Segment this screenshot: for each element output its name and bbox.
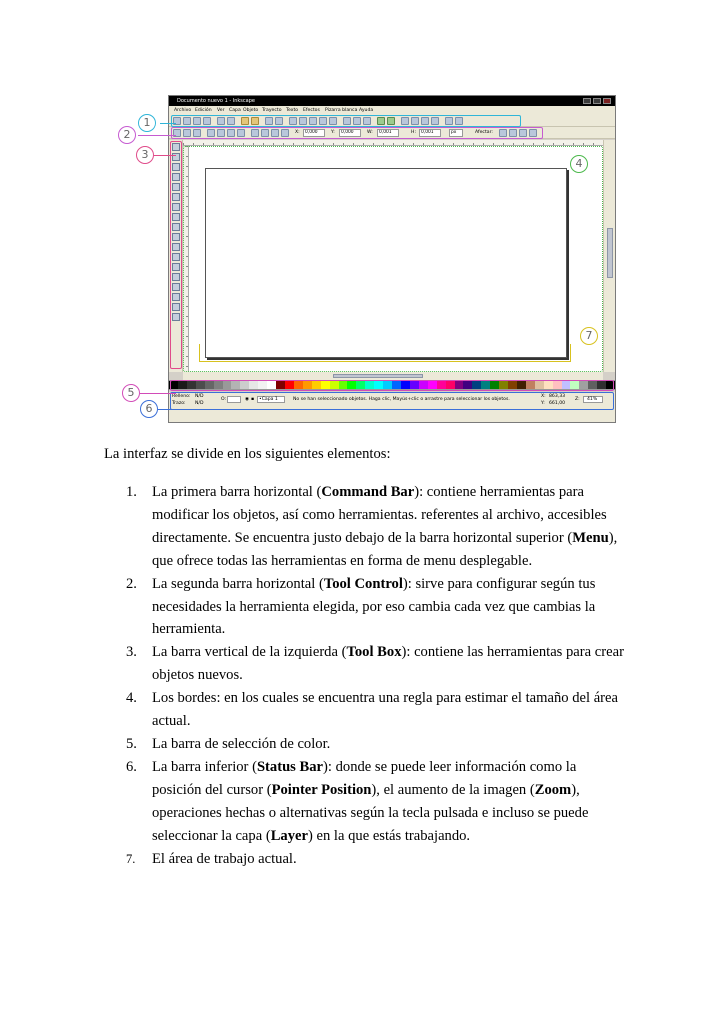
bold-term: Menu [572,529,609,546]
text-run: ): sirve para configurar según tus [402,575,596,592]
text-run: modificar los objetos, así como herramientas. referentes al archivo, accesibles [152,506,607,523]
list-item-number: 7. [126,851,136,866]
menu-bar [169,106,615,115]
text-run: Los bordes: en los cuales se encuentra una regla para estimar el tamaño del área [152,690,618,707]
text-run: operaciones hechas o alternativas según la tecla pulsada e incluso se puede [152,804,589,821]
window-title: Documento nuevo 1 - Inkscape [177,98,255,104]
list-item [126,573,626,642]
eye-icon[interactable]: ◉ [245,397,250,402]
menu-item: Capa [229,108,241,113]
callout-1: 1 [138,114,156,132]
text-run: ), [571,781,580,798]
text-run: ): donde se puede leer información como la [323,758,577,775]
list-item [126,756,626,848]
list-item-line [152,664,626,687]
command-bar-highlight [171,115,521,127]
callout-7: 7 [580,327,598,345]
text-run: directamente. Se encuentra justo debajo de la barra horizontal superior ( [152,529,573,546]
callout-6-leader [158,409,176,410]
list-item-line [152,733,626,756]
callout-6: 6 [140,400,158,418]
x-label: X: [295,130,300,135]
borders-highlight [183,146,603,372]
callout-5-leader [140,393,176,394]
menu-item: Objeto [243,108,259,113]
text-run: La barra inferior ( [152,758,257,775]
maximize-icon [593,98,601,104]
w-label: W: [367,130,373,135]
text-run: ): contiene herramientas para [414,484,584,500]
bold-term: Layer [270,827,308,844]
tool-box-highlight [170,141,182,369]
menu-item: Ver [217,108,225,113]
scroll-thumb[interactable] [333,374,423,378]
fill-value: N/D [195,394,204,399]
scroll-thumb[interactable] [607,228,613,278]
h-input[interactable]: 0,001 [419,129,441,137]
text-run: La barra vertical de la izquierda ( [152,644,347,661]
callout-5: 5 [122,384,140,402]
list-item-line [152,710,626,733]
bold-term: Command Bar [321,484,415,500]
w-input[interactable]: 0,001 [377,129,399,137]
status-message: No se han seleccionado objetos. Haga clic, Mayús+clic o arrastre para seleccionar los objetos. [293,397,510,402]
list-item [126,733,626,756]
callout-2-leader [138,135,176,136]
cursor-y-label: Y: [541,401,545,406]
text-run: ), el aumento de la imagen ( [371,781,535,798]
text-run: ) en la que estás trabajando. [308,827,471,844]
bold-term: Tool Box [346,644,402,661]
list-item-line [152,641,626,664]
list-item [126,481,626,573]
cursor-x-label: X: [541,394,546,399]
text-run: actual. [152,713,191,730]
menu-item: Efectos [303,108,320,113]
cursor-x-value: 863,33 [549,394,566,399]
lock-icon[interactable]: ▪ [251,397,255,402]
list-item-number: 2. [126,575,137,592]
horizontal-scrollbar[interactable] [183,372,603,380]
inkscape-interface-figure [108,95,620,425]
list-item-line [152,779,626,802]
text-run: ): contiene las herramientas para crear [401,644,624,661]
h-label: H: [411,130,417,135]
affect-label: Afectar: [475,130,493,135]
text-run: herramienta. [152,621,226,638]
zoom-label: Z: [575,397,580,402]
text-run: objetos nuevos. [152,667,243,684]
menu-item: Edición [195,108,212,113]
list-item-line [152,848,626,871]
callout-4: 4 [570,155,588,173]
close-icon [603,98,611,104]
list-item-number: 6. [126,758,137,775]
window-titlebar [169,96,615,106]
intro-paragraph: La interfaz se divide en los siguientes elementos: [104,446,391,462]
stroke-label: Trazo: [172,401,186,406]
text-run: La barra de selección de color. [152,735,331,752]
list-item-line [152,596,626,619]
callout-1-leader [160,123,176,124]
work-area-highlight [199,344,571,362]
list-item-line [152,573,626,596]
list-item-line [152,618,626,641]
list-item-line [152,802,626,825]
list-item [126,687,626,733]
list-item [126,641,626,687]
text-run: necesidades la herramienta elegida, por eso cambia cada vez que cambias la [152,598,596,615]
zoom-value: 41% [587,397,598,402]
inkscape-screenshot [168,95,616,423]
interface-elements-list [126,481,626,870]
tool-control-highlight [171,127,543,139]
menu-item: Ayuda [359,108,374,113]
list-item [126,848,626,871]
callout-3-leader [154,155,176,156]
text-run: que ofrece todas las herramientas en forma de menu desplegable. [152,552,533,569]
list-item-line [152,504,626,527]
list-item-line [152,550,626,573]
bold-term: Status Bar [256,758,324,775]
list-item-line [152,527,626,550]
palette-highlight [170,380,614,391]
list-item-line [152,825,626,848]
menu-item: Texto [286,108,299,113]
y-input[interactable]: 0,000 [339,129,361,137]
opacity-label: O: [221,397,227,402]
text-run: La primera barra horizontal ( [152,484,322,500]
stroke-value: N/D [195,401,204,406]
list-item-line [152,687,626,710]
list-item-line [152,756,626,779]
list-item-number: 4. [126,690,137,707]
text-run: La segunda barra horizontal ( [152,575,324,592]
x-input[interactable]: 0,000 [303,129,325,137]
status-bar-highlight [170,392,614,410]
layer-name: •Capa 1 [259,397,278,402]
vertical-scrollbar[interactable] [603,140,616,372]
list-item-number: 5. [126,735,137,752]
text-run: ), [608,529,618,546]
text-run: El área de trabajo actual. [152,850,297,867]
menu-item: Archivo [174,108,192,113]
minimize-icon [583,98,591,104]
callout-3: 3 [136,146,154,164]
menu-item: Trayecto [262,108,282,113]
menu-item: Pizarra blanca [325,108,358,113]
fill-label: Relleno: [172,394,191,399]
text-run: posición del cursor ( [152,781,272,798]
bold-term: Pointer Position [271,781,372,798]
list-item-number: 3. [126,644,137,661]
cursor-y-value: 661,00 [549,401,566,406]
y-label: Y: [331,130,335,135]
list-item-number: 1. [126,484,137,500]
callout-2: 2 [118,126,136,144]
bold-term: Zoom [534,781,572,798]
unit-select[interactable]: px [449,129,463,137]
list-item-line [152,481,626,504]
text-run: seleccionar la capa ( [152,827,271,844]
bold-term: Tool Control [323,575,403,592]
